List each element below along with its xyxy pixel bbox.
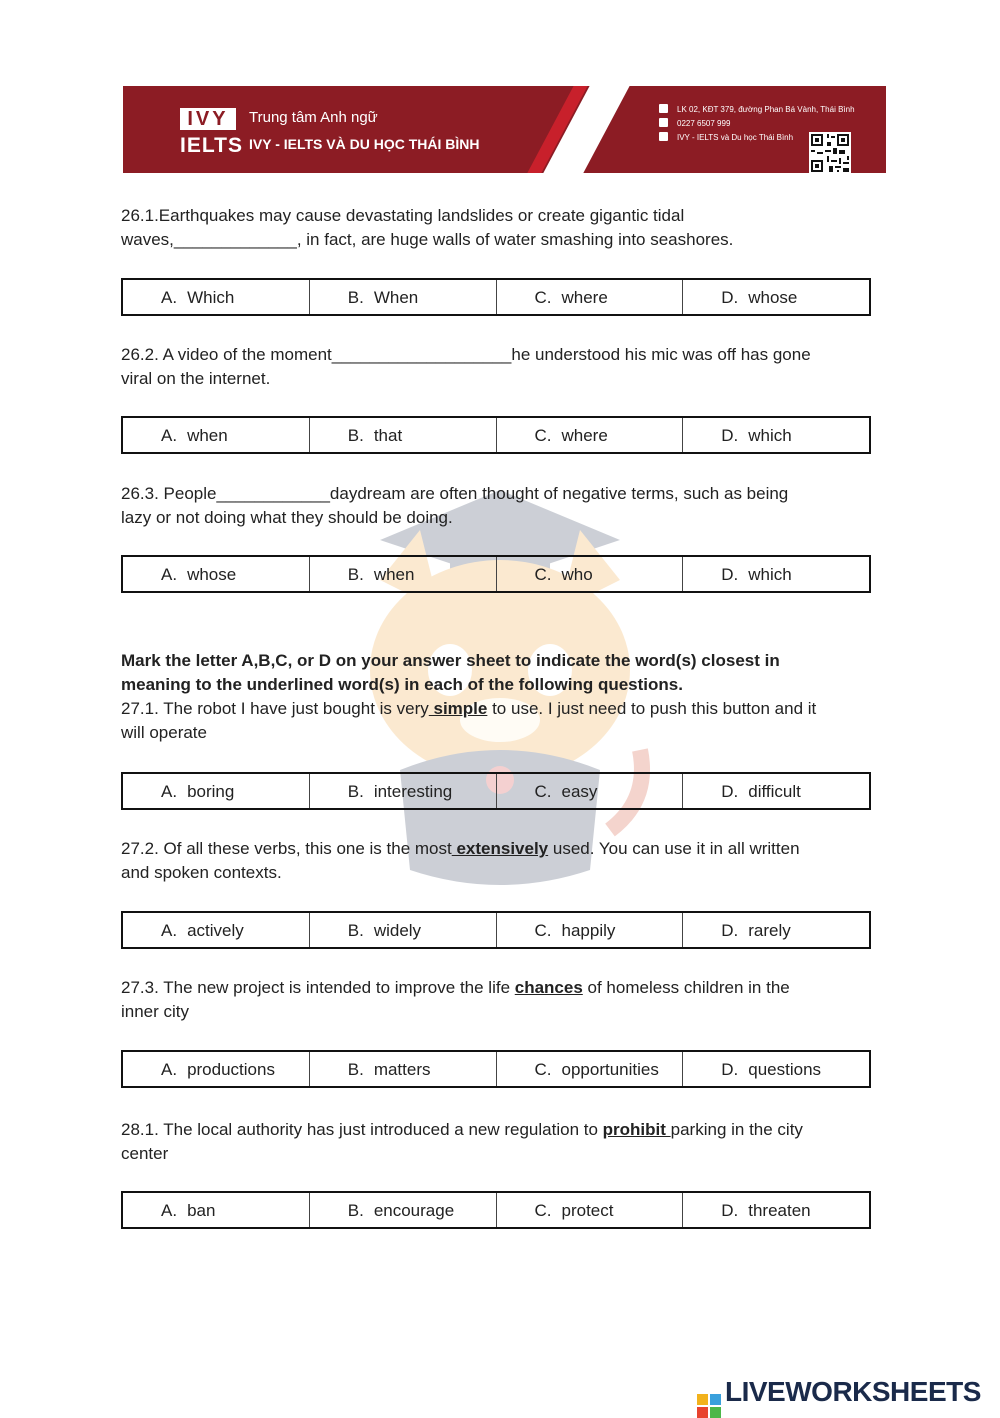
question-text: of homeless children in the — [582, 978, 790, 997]
brand-title: IVY - IELTS VÀ DU HỌC THÁI BÌNH — [249, 136, 480, 152]
contact-phone — [659, 118, 730, 128]
option-d[interactable] — [683, 1052, 869, 1086]
liveworksheets-mark-icon — [697, 1394, 721, 1418]
option-text: whose — [187, 565, 237, 584]
phone-text: 0227 6507 999 — [677, 119, 731, 128]
underlined-word: chances — [514, 978, 583, 997]
option-a[interactable] — [123, 913, 310, 947]
option-letter: C. — [534, 288, 552, 307]
question-text-line: waves,_____________, in fact, are huge walls of water smashing into seashores. — [121, 230, 734, 249]
option-letter: D. — [721, 1201, 739, 1220]
option-letter: A. — [161, 1060, 178, 1079]
option-b[interactable] — [310, 557, 497, 591]
option-text: ban — [187, 1201, 216, 1220]
options-27-3 — [121, 1050, 871, 1088]
option-text: when — [187, 426, 228, 445]
question-text-line: 26.1.Earthquakes may cause devastating landslides or create gigantic tidal — [121, 206, 685, 225]
option-letter: B. — [347, 1201, 364, 1220]
option-text: where — [561, 288, 608, 307]
option-letter: C. — [534, 921, 552, 940]
question-text-line: 26.2. A video of the moment___________________he understood his mic was off has gone — [121, 345, 811, 364]
option-b[interactable] — [310, 280, 497, 314]
options-26-3 — [121, 555, 871, 593]
underlined-word: prohibit — [602, 1120, 671, 1139]
option-letter: C. — [534, 565, 552, 584]
question-26-3 — [121, 482, 881, 530]
underlined-word: simple — [428, 699, 488, 718]
option-b[interactable] — [310, 913, 497, 947]
option-text: widely — [373, 921, 422, 940]
question-text: 27.1. The robot I have just bought is very — [121, 699, 429, 718]
options-26-1 — [121, 278, 871, 316]
option-letter: C. — [534, 782, 552, 801]
option-letter: C. — [534, 1201, 552, 1220]
option-text: productions — [187, 1060, 275, 1079]
option-a[interactable] — [123, 418, 310, 452]
option-d[interactable] — [683, 913, 869, 947]
option-a[interactable] — [123, 280, 310, 314]
option-a[interactable] — [123, 1052, 310, 1086]
option-text: matters — [373, 1060, 431, 1079]
question-27-1 — [121, 697, 881, 721]
section-instruction — [121, 649, 881, 745]
option-b[interactable] — [310, 418, 497, 452]
option-text: which — [748, 426, 792, 445]
question-28-1 — [121, 1118, 881, 1166]
question-text-line: will operate — [121, 723, 207, 742]
option-c[interactable] — [497, 280, 684, 314]
option-letter: C. — [534, 426, 552, 445]
option-c[interactable] — [497, 1193, 684, 1227]
facebook-text: IVY - IELTS và Du học Thái Bình — [677, 133, 794, 142]
option-text: interesting — [373, 782, 453, 801]
option-letter: A. — [161, 565, 178, 584]
option-letter: D. — [721, 1060, 739, 1079]
option-text: happily — [561, 921, 616, 940]
question-text: to use. I just need to push this button and it — [487, 699, 817, 718]
option-text: who — [561, 565, 593, 584]
option-text: where — [561, 426, 608, 445]
option-a[interactable] — [123, 557, 310, 591]
option-letter: C. — [534, 1060, 552, 1079]
option-text: questions — [748, 1060, 822, 1079]
option-letter: A. — [161, 921, 178, 940]
option-a[interactable] — [123, 1193, 310, 1227]
option-d[interactable] — [683, 557, 869, 591]
underlined-word: extensively — [451, 839, 549, 858]
option-letter: B. — [347, 1060, 364, 1079]
option-letter: D. — [721, 288, 739, 307]
question-27-3 — [121, 976, 881, 1024]
option-text: encourage — [373, 1201, 455, 1220]
contact-facebook — [659, 132, 793, 142]
option-text: when — [373, 565, 415, 584]
option-letter: D. — [721, 565, 739, 584]
phone-icon — [659, 118, 668, 127]
question-text: 27.3. The new project is intended to improve the life — [121, 978, 515, 997]
option-letter: D. — [721, 782, 739, 801]
question-text-line: lazy or not doing what they should be doing. — [121, 508, 453, 527]
option-text: rarely — [748, 921, 791, 940]
option-text: actively — [187, 921, 244, 940]
option-c[interactable] — [497, 418, 684, 452]
liveworksheets-logo — [697, 1376, 981, 1418]
question-text: used. You can use it in all written — [548, 839, 800, 858]
address-text: LK 02, KĐT 379, đường Phan Bá Vành, Thái Bình — [677, 105, 855, 114]
question-text-line: 26.3. People____________daydream are often thought of negative terms, such as being — [121, 484, 789, 503]
option-text: that — [373, 426, 403, 445]
qr-code-icon — [809, 132, 851, 173]
contact-address — [659, 104, 855, 114]
options-28-1 — [121, 1191, 871, 1229]
instruction-line: meaning to the underlined word(s) in each of the following questions. — [121, 675, 683, 694]
option-d[interactable] — [683, 418, 869, 452]
option-letter: B. — [347, 921, 364, 940]
question-text: parking in the city — [670, 1120, 803, 1139]
option-c[interactable] — [497, 913, 684, 947]
question-text-line: viral on the internet. — [121, 369, 271, 388]
option-d[interactable] — [683, 1193, 869, 1227]
option-text: which — [748, 565, 792, 584]
option-b[interactable] — [310, 1052, 497, 1086]
option-letter: A. — [161, 1201, 178, 1220]
option-letter: B. — [347, 565, 364, 584]
question-26-1 — [121, 204, 881, 252]
option-c[interactable] — [497, 1052, 684, 1086]
question-27-2 — [121, 837, 881, 885]
option-a[interactable] — [123, 774, 310, 808]
question-26-2 — [121, 343, 881, 391]
option-text: whose — [748, 288, 798, 307]
instruction-line: Mark the letter A,B,C, or D on your answer sheet to indicate the word(s) closest in — [121, 651, 780, 670]
option-b[interactable] — [310, 774, 497, 808]
option-text: difficult — [748, 782, 801, 801]
question-text-line: and spoken contexts. — [121, 863, 282, 882]
option-text: easy — [561, 782, 598, 801]
option-letter: D. — [721, 921, 739, 940]
logo-ivy: IVY — [180, 108, 236, 130]
liveworksheets-wordmark: LIVEWORKSHEETS — [725, 1376, 981, 1407]
option-letter: A. — [161, 288, 178, 307]
option-letter: A. — [161, 426, 178, 445]
question-text-line: inner city — [121, 1002, 190, 1021]
option-text: opportunities — [561, 1060, 659, 1079]
brand-subtitle: Trung tâm Anh ngữ — [249, 109, 378, 126]
option-b[interactable] — [310, 1193, 497, 1227]
option-c[interactable] — [497, 774, 684, 808]
option-c[interactable] — [497, 557, 684, 591]
option-text: boring — [187, 782, 235, 801]
options-27-2 — [121, 911, 871, 949]
option-letter: D. — [721, 426, 739, 445]
question-text: 27.2. Of all these verbs, this one is the most — [121, 839, 452, 858]
options-26-2 — [121, 416, 871, 454]
option-text: threaten — [748, 1201, 811, 1220]
option-letter: B. — [347, 288, 364, 307]
options-27-1 — [121, 772, 871, 810]
logo-ielts: IELTS — [180, 134, 243, 157]
option-text: protect — [561, 1201, 614, 1220]
option-d[interactable] — [683, 280, 869, 314]
option-letter: B. — [347, 782, 364, 801]
option-text: When — [373, 288, 419, 307]
option-letter: B. — [347, 426, 364, 445]
option-letter: A. — [161, 782, 178, 801]
location-icon — [659, 104, 668, 113]
option-text: Which — [187, 288, 235, 307]
facebook-icon — [659, 132, 668, 141]
header-banner — [123, 86, 886, 173]
question-text-line: center — [121, 1144, 169, 1163]
question-text: 28.1. The local authority has just introduced a new regulation to — [121, 1120, 603, 1139]
option-d[interactable] — [683, 774, 869, 808]
